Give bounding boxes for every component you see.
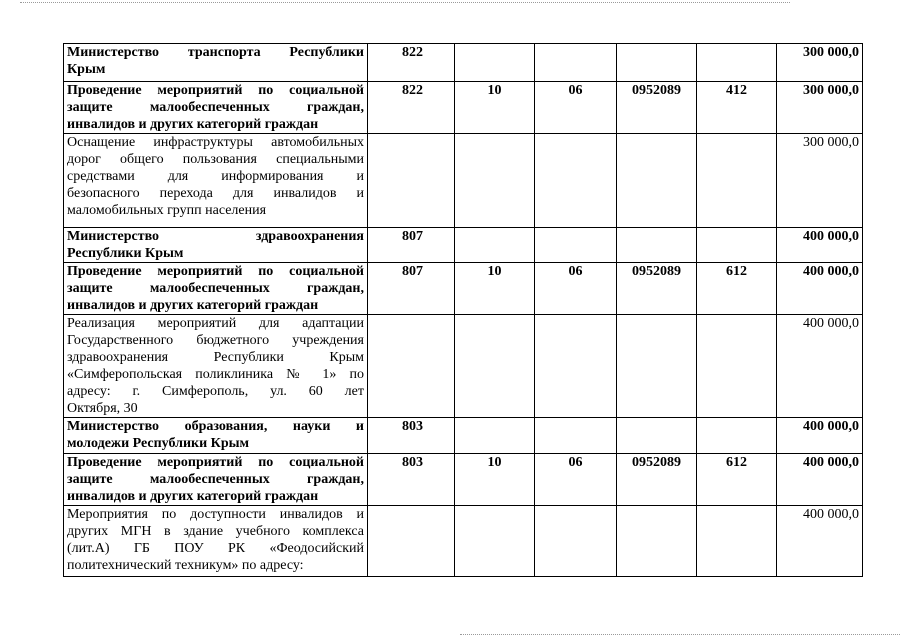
amount-cell: 400 000,0 [777,315,863,418]
description-line: Проведение мероприятий по социальной [67,264,364,279]
expense-type-cell: 412 [697,82,777,134]
description-cell [64,418,368,454]
subsection-cell [535,418,617,454]
expense-type-cell [697,506,777,577]
description-line: политехнический техникум» по адресу: [67,558,304,573]
description-cell [64,82,368,134]
target-article-cell [617,506,697,577]
table-row [64,315,863,418]
subsection-cell [535,134,617,228]
ministry-code-cell: 822 [368,44,455,82]
expense-type-cell [697,134,777,228]
expense-type-cell [697,315,777,418]
section-cell [455,315,535,418]
table-row [64,44,863,82]
amount-cell: 300 000,0 [777,134,863,228]
scan-artifact-top [20,2,790,3]
section-cell [455,44,535,82]
table-row [64,134,863,228]
ministry-code-cell: 803 [368,454,455,506]
description-line: Октября, 30 [67,401,138,416]
amount-cell: 400 000,0 [777,263,863,315]
description-line: Проведение мероприятий по социальной [67,455,364,470]
ministry-code-cell: 822 [368,82,455,134]
description-line: Министерство здравоохранения [67,229,364,244]
subsection-cell: 06 [535,454,617,506]
section-cell [455,134,535,228]
description-line: Проведение мероприятий по социальной [67,83,364,98]
section-cell: 10 [455,82,535,134]
description-cell [64,44,368,82]
description-line: Оснащение инфраструктуры автомобильных [67,135,364,150]
amount-cell: 300 000,0 [777,82,863,134]
table-row [64,506,863,577]
description-line: маломобильных групп населения [67,203,267,218]
description-line: Министерство транспорта Республики [67,45,364,60]
subsection-cell [535,315,617,418]
description-cell [64,315,368,418]
table-row [64,228,863,263]
expense-type-cell [697,228,777,263]
section-cell: 10 [455,263,535,315]
description-line: средствами для информирования и [67,169,364,184]
description-line: Министерство образования, науки и [67,419,364,434]
subsection-cell [535,228,617,263]
section-cell [455,228,535,263]
target-article-cell [617,134,697,228]
budget-table-body [64,44,863,577]
description-line: здравоохранения Республики Крым [67,350,364,365]
description-line: адресу: г. Симферополь, ул. 60 лет [67,384,364,399]
subsection-cell: 06 [535,82,617,134]
expense-type-cell: 612 [697,263,777,315]
description-cell [64,506,368,577]
table-row [64,454,863,506]
target-article-cell [617,44,697,82]
subsection-cell: 06 [535,263,617,315]
table-row [64,263,863,315]
scan-artifact-bottom [460,634,900,635]
subsection-cell [535,506,617,577]
section-cell: 10 [455,454,535,506]
target-article-cell: 0952089 [617,263,697,315]
expense-type-cell [697,418,777,454]
target-article-cell [617,418,697,454]
description-line: Крым [67,62,106,77]
subsection-cell [535,44,617,82]
description-line: дорог общего пользования специальными [67,152,364,167]
description-cell [64,134,368,228]
description-cell [64,228,368,263]
table-row [64,418,863,454]
description-line: защите малообеспеченных граждан, [67,100,364,115]
budget-table [63,43,863,577]
description-line: защите малообеспеченных граждан, [67,281,364,296]
description-cell [64,263,368,315]
ministry-code-cell [368,315,455,418]
description-line: безопасного перехода для инвалидов и [67,186,364,201]
target-article-cell: 0952089 [617,454,697,506]
ministry-code-cell: 807 [368,263,455,315]
ministry-code-cell: 807 [368,228,455,263]
target-article-cell: 0952089 [617,82,697,134]
ministry-code-cell: 803 [368,418,455,454]
ministry-code-cell [368,506,455,577]
description-line: молодежи Республики Крым [67,436,250,451]
description-line: «Симферопольская поликлиника № 1» по [67,367,364,382]
description-line: инвалидов и других категорий граждан [67,489,319,504]
target-article-cell [617,228,697,263]
description-line: защите малообеспеченных граждан, [67,472,364,487]
table-row [64,82,863,134]
description-line: (лит.А) ГБ ПОУ РК «Феодосийский [67,541,364,556]
ministry-code-cell [368,134,455,228]
description-line: других МГН в здание учебного комплекса [67,524,364,539]
amount-cell: 400 000,0 [777,228,863,263]
amount-cell: 400 000,0 [777,506,863,577]
description-line: Государственного бюджетного учреждения [67,333,364,348]
amount-cell: 400 000,0 [777,454,863,506]
description-line: Республики Крым [67,246,184,261]
description-line: Мероприятия по доступности инвалидов и [67,507,364,522]
amount-cell: 300 000,0 [777,44,863,82]
target-article-cell [617,315,697,418]
section-cell [455,506,535,577]
amount-cell: 400 000,0 [777,418,863,454]
description-line: Реализация мероприятий для адаптации [67,316,364,331]
expense-type-cell [697,44,777,82]
description-line: инвалидов и других категорий граждан [67,117,319,132]
expense-type-cell: 612 [697,454,777,506]
section-cell [455,418,535,454]
description-line: инвалидов и других категорий граждан [67,298,319,313]
description-cell [64,454,368,506]
